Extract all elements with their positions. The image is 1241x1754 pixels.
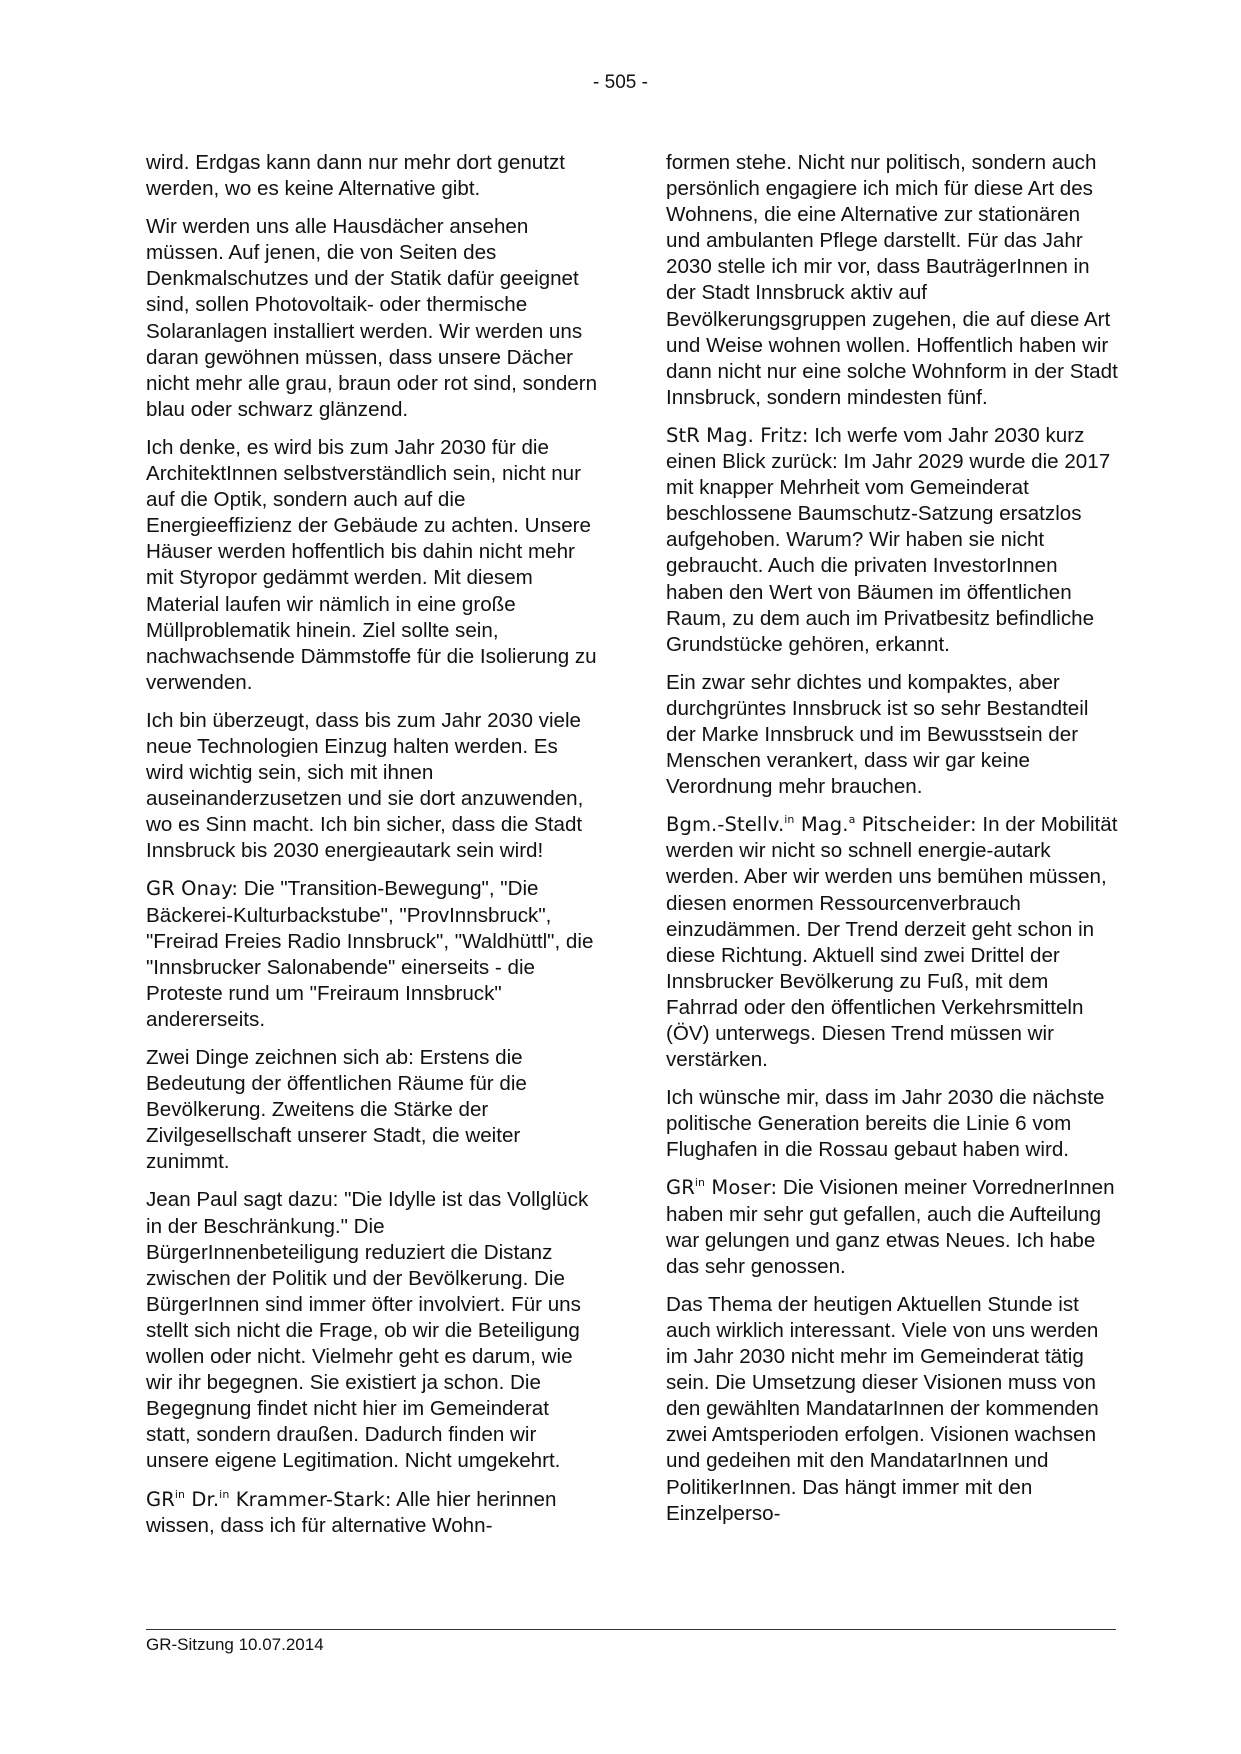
paragraph: wird. Erdgas kann dann nur mehr dort genutzt werden, wo es keine Alternative gibt. (146, 151, 565, 201)
paragraph (666, 1175, 1118, 1279)
right-column (666, 150, 1118, 1539)
speech-text: In der Mobilität werden wir nicht so schnell energie-autark werden. Aber wir werden uns bemühen müssen, diesen enormen Ressourcenverbrauch einzudämmen. Der Trend derzeit geht schon in diese Richtung. Aktuell sind zwei Drittel der Innsbrucker Bevölkerung zu Fuß, mit dem Fahrrad oder den öffentlichen Verkehrsmitteln (ÖV) unterwegs. Diesen Trend müssen wir verstärken. (666, 813, 1118, 1072)
speech-text: Ich werfe vom Jahr 2030 kurz einen Blick zurück: Im Jahr 2029 wurde die 2017 mit knapper Mehrheit vom Gemeinderat beschlossene Baumschutz-Satzung ersatzlos aufgehoben. Warum? Wir haben sie nicht gebraucht. Auch die privaten InvestorInnen haben den Wert von Bäumen im öffentlichen Raum, zu dem auch im Privatbesitz befindliche Grundstücke gehören, erkannt. (666, 423, 1111, 656)
footer-divider (146, 1629, 1116, 1630)
speech-text: Die Visionen meiner VorrednerInnen haben mir sehr gut gefallen, auch die Aufteilung war gelungen und ganz etwas Neues. Ich habe das sehr genossen. (666, 1176, 1115, 1278)
speech-text: Die "Transition-Bewegung", "Die Bäckerei-Kulturbackstube", "ProvInnsbruck", "Freirad Freies Radio Innsbruck", "Waldhüttl", die "Innsbrucker Salonabende" einerseits - die Proteste rund um "Freiraum Innsbruck" andererseits. (146, 877, 594, 1031)
paragraph: Ich bin überzeugt, dass bis zum Jahr 2030 viele neue Technologien Einzug halten werden. Es wird wichtig sein, sich mit ihnen auseinanderzusetzen und sie dort anzuwenden, wo es Sinn macht. Ich bin sicher, dass die Stadt Innsbruck bis 2030 energieautark sein wird! (146, 708, 584, 863)
speech-text: Alle hier herinnen wissen, dass ich für alternative Wohn- (146, 1487, 557, 1537)
paragraph (146, 876, 598, 1033)
speaker-name: StR Mag. Fritz: (666, 423, 809, 447)
paragraph: Ich wünsche mir, dass im Jahr 2030 die nächste politische Generation bereits die Linie 6 vom Flughafen in die Rossau gebaut haben wird. (666, 1086, 1105, 1162)
speaker-name: GR Onay: (146, 877, 239, 901)
paragraph: Jean Paul sagt dazu: "Die Idylle ist das Vollglück in der Beschränkung." Die BürgerInnenbeteiligung reduziert die Distanz zwischen der Politik und der Bevölkerung. Die BürgerInnen sind immer öfter involviert. Für uns stellt sich nicht die Frage, ob wir die Beteiligung wollen oder nicht. Vielmehr geht es darum, wie wir ihr begegnen. Sie existiert ja schon. Die Begegnung findet nicht hier im Gemeinderat statt, sondern draußen. Dadurch finden wir unsere eigene Legitimation. Nicht umgekehrt. (146, 1188, 589, 1473)
paragraph: Ein zwar sehr dichtes und kompaktes, aber durchgrüntes Innsbruck ist so sehr Bestandteil der Marke Innsbruck und im Bewusstsein der Menschen verankert, dass wir gar keine Verordnung mehr brauchen. (666, 670, 1089, 799)
paragraph: Das Thema der heutigen Aktuellen Stunde ist auch wirklich interessant. Viele von uns werden im Jahr 2030 nicht mehr im Gemeinderat tätig sein. Die Umsetzung dieser Visionen muss von den gewählten MandatarInnen der kommenden zwei Amtsperioden erfolgen. Visionen wachsen und gedeihen mit den MandatarInnen und PolitikerInnen. Das hängt immer mit den Einzelperso- (666, 1292, 1099, 1525)
paragraph (666, 812, 1118, 1073)
paragraph: Wir werden uns alle Hausdächer ansehen müssen. Auf jenen, die von Seiten des Denkmalschutzes und der Statik dafür geeignet sind, sollen Photovoltaik- oder thermische Solaranlagen installiert werden. Wir werden uns daran gewöhnen müssen, dass unsere Dächer nicht mehr alle grau, braun oder rot sind, sondern blau oder schwarz glänzend. (146, 215, 598, 421)
speaker-name: $GR^{in}$ Dr.$^{in}$ Krammer-Stark: (146, 1487, 392, 1511)
footer-session-date: GR-Sitzung 10.07.2014 (146, 1635, 324, 1654)
paragraph: formen stehe. Nicht nur politisch, sondern auch persönlich engagiere ich mich für diese Art des Wohnens, die eine Alternative zur stationären und ambulanten Pflege darstellt. Für das Jahr 2030 stelle ich mir vor, dass BauträgerInnen in der Stadt Innsbruck aktiv auf Bevölkerungsgruppen zugehen, die auf diese Art und Weise wohnen wollen. Hoffentlich haben wir dann nicht nur eine solche Wohnform in der Stadt Innsbruck, sondern mindesten fünf. (666, 151, 1118, 409)
paragraph (666, 423, 1118, 658)
paragraph: Ich denke, es wird bis zum Jahr 2030 für die ArchitektInnen selbstverständlich sein, nicht nur auf die Optik, sondern auch auf die Energieeffizienz der Gebäude zu achten. Unsere Häuser werden hoffentlich bis dahin nicht mehr mit Styropor gedämmt werden. Mit diesem Material laufen wir nämlich in eine große Müllproblematik hinein. Ziel sollte sein, nachwachsende Dämmstoffe für die Isolierung zu verwenden. (146, 435, 597, 694)
speaker-name: Bgm.-Stellv.$^{in}$ Mag.$^a$ Pitscheider: (666, 813, 977, 837)
paragraph (146, 1487, 598, 1539)
paragraph: Zwei Dinge zeichnen sich ab: Erstens die Bedeutung der öffentlichen Räume für die Bevölkerung. Zweitens die Stärke der Zivilgesellschaft unserer Stadt, die weiter zunimmt. (146, 1046, 527, 1174)
page-number: - 505 - (593, 72, 648, 93)
speaker-name: $GR^{in}$ Moser: (666, 1176, 778, 1200)
left-column (146, 150, 598, 1551)
